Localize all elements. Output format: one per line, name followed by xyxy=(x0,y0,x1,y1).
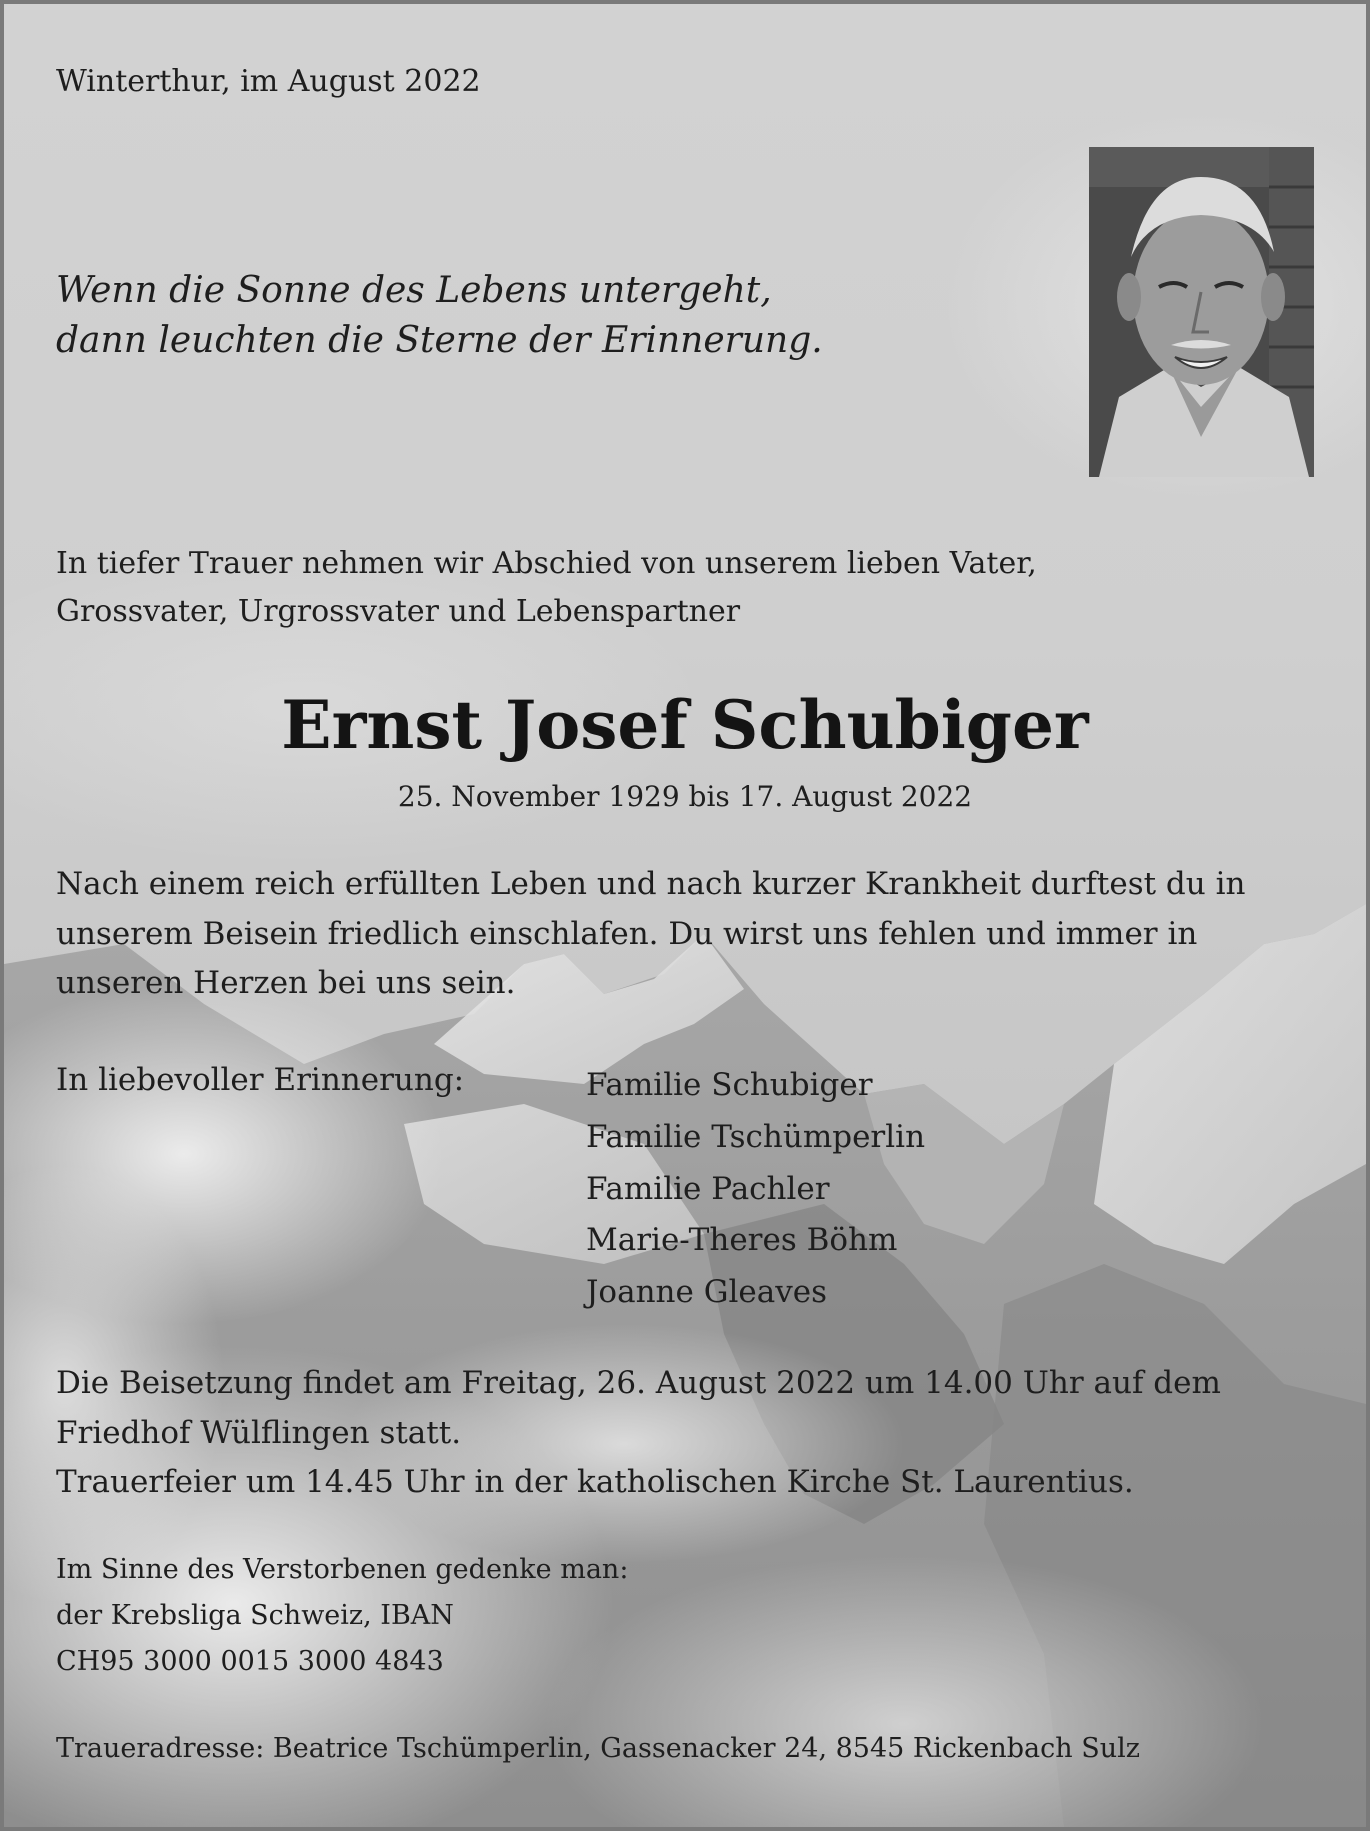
list-item: Marie-Theres Böhm xyxy=(586,1222,898,1259)
deceased-name: Ernst Josef Schubiger xyxy=(281,686,1089,764)
list-item: Familie Pachler xyxy=(586,1170,830,1207)
quote-line-1: Wenn die Sonne des Lebens untergeht, xyxy=(56,270,772,311)
list-item: Joanne Gleaves xyxy=(586,1274,827,1311)
donation-line-2: der Krebsliga Schweiz, IBAN xyxy=(56,1599,454,1631)
farewell-paragraph: Nach einem reich erfüllten Leben und nach kurzer Krankheit durftest du in unserem Beisein friedlich einschlafen. Du wirst uns fehlen und immer in unseren Herzen bei uns sein. xyxy=(56,866,1246,1002)
donation-info xyxy=(56,1547,628,1685)
obituary-page xyxy=(4,4,1366,1827)
burial-line-2: Trauerfeier um 14.45 Uhr in der katholischen Kirche St. Laurentius. xyxy=(56,1464,1134,1501)
donation-line-1: Im Sinne des Verstorbenen gedenke man: xyxy=(56,1554,629,1585)
list-item: Familie Schubiger xyxy=(586,1067,873,1103)
life-dates: 25. November 1929 bis 17. August 2022 xyxy=(397,780,973,813)
place-date: Winterthur, im August 2022 xyxy=(56,64,481,99)
memory-label: In liebevoller Erinnerung: xyxy=(56,1062,465,1098)
mourning-address: Traueradresse: Beatrice Tschümperlin, Gassenacker 24, 8545 Rickenbach Sulz xyxy=(56,1733,1140,1764)
burial-line-1: Die Beisetzung findet am Freitag, 26. August 2022 um 14.00 Uhr auf dem Friedhof Wülflingen statt. xyxy=(56,1365,1221,1451)
burial-info xyxy=(56,1359,1326,1508)
memorial-quote xyxy=(56,266,823,367)
mourners-list xyxy=(586,1060,925,1319)
donation-iban: CH95 3000 0015 3000 4843 xyxy=(56,1645,444,1677)
portrait-icon xyxy=(1089,147,1314,477)
list-item: Familie Tschümperlin xyxy=(586,1118,926,1155)
portrait-photo xyxy=(1089,147,1314,477)
intro-text: In tiefer Trauer nehmen wir Abschied von unserem lieben Vater, Grossvater, Urgrossvater und Lebenspartner xyxy=(56,546,1037,629)
quote-line-2: dann leuchten die Sterne der Erinnerung. xyxy=(56,320,823,362)
